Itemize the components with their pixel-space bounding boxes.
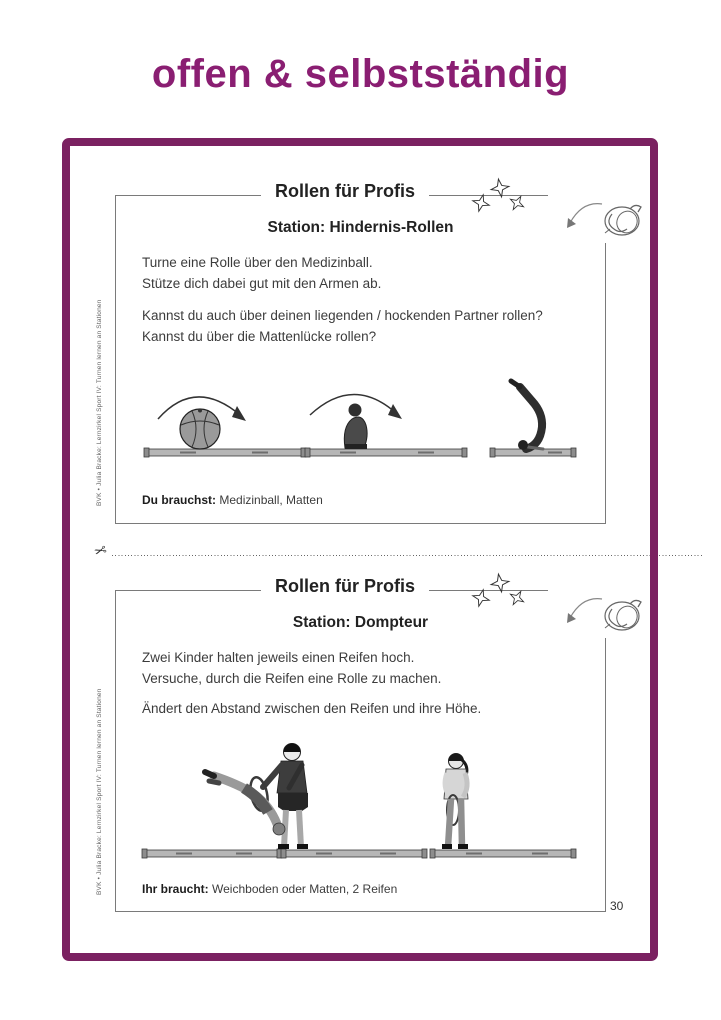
card-border-left [115, 590, 116, 912]
card-title: Rollen für Profis [261, 181, 429, 202]
rolling-child-figure [205, 772, 285, 835]
materials-label: Ihr braucht: [142, 882, 209, 896]
materials-line [142, 493, 323, 507]
instruction-line: Kannst du über die Mattenlücke rollen? [142, 329, 377, 344]
materials-value: Weichboden oder Matten, 2 Reifen [212, 882, 398, 896]
card-border-right [605, 638, 606, 912]
materials-line [142, 882, 397, 896]
card-border-bottom [115, 523, 606, 524]
sparkles-icon [467, 177, 533, 219]
card-border-bottom [115, 911, 606, 912]
card-title: Rollen für Profis [261, 576, 429, 597]
publisher-credit: BVK • Julia Bracke: Lernzirkel Sport IV: Turnen lernen an Stationen [96, 688, 103, 896]
instruction-line: Versuche, durch die Reifen eine Rolle zu machen. [142, 671, 442, 686]
instruction-line: Turne eine Rolle über den Medizinball. [142, 255, 373, 270]
rolling-child-figure [511, 381, 543, 450]
instruction-line: Kannst du auch über deinen liegenden / hockenden Partner rollen? [142, 308, 543, 323]
instruction-line: Stütze dich dabei gut mit den Armen ab. [142, 276, 382, 291]
materials-value: Medizinball, Matten [219, 493, 323, 507]
instruction-paragraph [142, 698, 481, 719]
card-border-left [115, 195, 116, 524]
materials-label: Du brauchst: [142, 493, 217, 507]
instruction-line: Ändert den Abstand zwischen den Reifen und ihre Höhe. [142, 701, 482, 716]
roll-figure-icon [564, 584, 648, 638]
card-border-right [605, 243, 606, 524]
crouching-child-figure [344, 404, 367, 450]
roll-figure-icon [564, 189, 648, 243]
station-subtitle: Station: Hindernis-Rollen [267, 219, 454, 236]
page-number: 30 [610, 899, 624, 913]
publisher-credit: BVK • Julia Bracke: Lernzirkel Sport IV: Turnen lernen an Stationen [96, 299, 103, 507]
sparkles-icon [467, 572, 533, 614]
instruction-paragraph [142, 647, 441, 689]
instruction-line: Zwei Kinder halten jeweils einen Reifen hoch. [142, 650, 415, 665]
gym-mats [144, 448, 576, 457]
instruction-paragraph [142, 305, 543, 347]
instruction-paragraph [142, 252, 381, 294]
girl-with-hoop-figure [442, 754, 468, 850]
gym-mats [142, 849, 576, 858]
medicine-ball [180, 409, 220, 450]
station-subtitle: Station: Dompteur [292, 614, 429, 631]
dompteur-illustration [140, 730, 580, 865]
roll-sequence-illustration [140, 373, 580, 473]
page-title: offen & selbstständig [151, 52, 570, 96]
station-card-hindernis-rollen [115, 181, 606, 524]
station-card-dompteur [115, 576, 606, 912]
scissors-icon: ✂ [91, 541, 110, 562]
